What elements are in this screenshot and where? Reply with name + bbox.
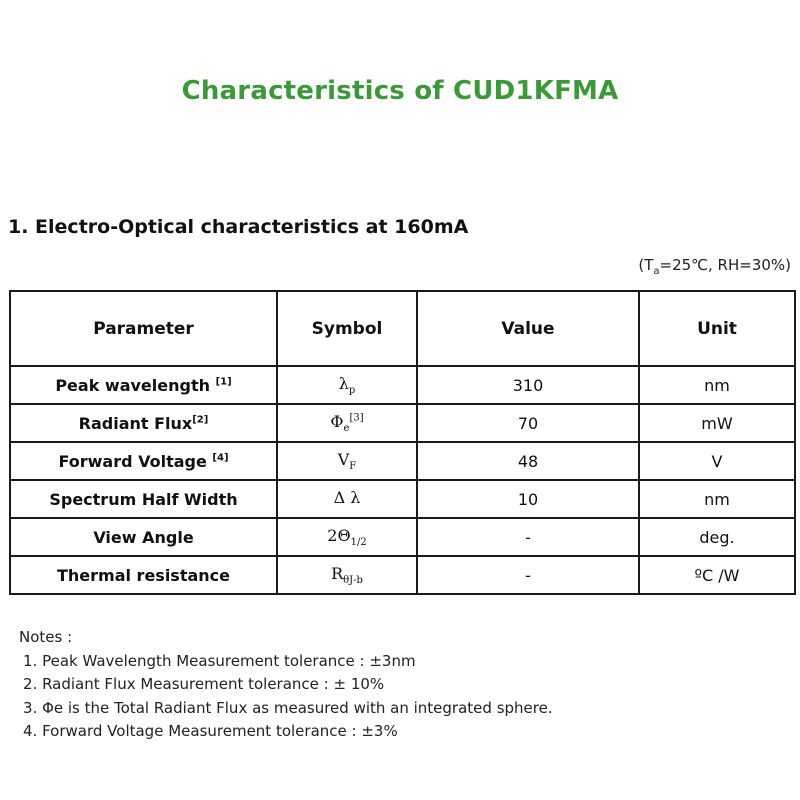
note-item-text: 3. Φe is the Total Radiant Flux as measured with an integrated sphere. <box>23 698 553 717</box>
characteristics-table <box>9 290 796 595</box>
header-value: Value <box>417 291 639 366</box>
param-cell <box>10 518 277 556</box>
section-heading: 1. Electro-Optical characteristics at 160mA <box>8 216 469 238</box>
param-name: Forward Voltage <box>58 451 213 471</box>
notes-block <box>19 626 553 744</box>
value-cell: - <box>417 556 639 594</box>
note-item-text: 1. Peak Wavelength Measurement tolerance : ±3nm <box>23 651 416 670</box>
param-name: Spectrum Half Width <box>49 489 238 509</box>
note-item <box>19 650 553 674</box>
param-cell <box>10 404 277 442</box>
param-cell <box>10 480 277 518</box>
symbol-cell <box>277 366 417 404</box>
unit-cell: nm <box>639 366 795 404</box>
header-parameter: Parameter <box>10 291 277 366</box>
symbol-base: λ <box>338 373 349 393</box>
test-conditions <box>638 256 791 277</box>
symbol-cell <box>277 518 417 556</box>
param-footnote: [4] <box>212 452 229 464</box>
param-footnote: [2] <box>192 414 209 426</box>
table-row <box>10 366 795 404</box>
value-cell: - <box>417 518 639 556</box>
unit-cell: mW <box>639 404 795 442</box>
note-item <box>19 673 553 697</box>
table-row <box>10 404 795 442</box>
symbol-subscript: θJ-b <box>343 575 363 587</box>
header-unit: Unit <box>639 291 795 366</box>
symbol-subscript: F <box>349 461 357 473</box>
symbol-cell <box>277 480 417 518</box>
symbol-subscript: p <box>348 385 356 397</box>
param-cell <box>10 556 277 594</box>
unit-cell: V <box>639 442 795 480</box>
note-item-text: 4. Forward Voltage Measurement tolerance : ±3% <box>23 722 398 740</box>
unit-cell: nm <box>639 480 795 518</box>
page-title: Characteristics of CUD1KFMA <box>181 76 619 106</box>
param-name: View Angle <box>93 527 194 547</box>
conditions-subscript: a <box>653 266 660 277</box>
param-name: Thermal resistance <box>56 565 230 585</box>
symbol-subscript: e <box>343 423 350 435</box>
param-cell <box>10 366 277 404</box>
symbol-cell <box>277 556 417 594</box>
notes-heading: Notes : <box>19 628 73 646</box>
value-cell: 10 <box>417 480 639 518</box>
symbol-cell <box>277 404 417 442</box>
symbol-footnote: [3] <box>349 412 364 424</box>
param-name: Radiant Flux <box>78 413 193 433</box>
unit-cell: deg. <box>639 518 795 556</box>
value-cell: 310 <box>417 366 639 404</box>
note-item <box>19 720 553 744</box>
note-item <box>19 697 553 721</box>
note-item-text: 2. Radiant Flux Measurement tolerance : ± 10% <box>23 675 385 693</box>
header-symbol: Symbol <box>277 291 417 366</box>
table-row <box>10 480 795 518</box>
table-row <box>10 518 795 556</box>
table-row <box>10 556 795 594</box>
param-cell <box>10 442 277 480</box>
symbol-base: Δ λ <box>333 487 361 507</box>
symbol-cell <box>277 442 417 480</box>
symbol-subscript: 1/2 <box>350 537 367 549</box>
symbol-base: V <box>337 449 350 469</box>
symbol-base: Φ <box>330 411 344 431</box>
symbol-base: R <box>331 563 344 583</box>
table-row <box>10 442 795 480</box>
param-name: Peak wavelength <box>55 375 216 395</box>
symbol-base: 2Θ <box>327 525 351 545</box>
value-cell: 48 <box>417 442 639 480</box>
param-footnote: [1] <box>215 376 232 388</box>
unit-cell: ºC /W <box>639 556 795 594</box>
conditions-open: (T <box>638 256 654 274</box>
value-cell: 70 <box>417 404 639 442</box>
conditions-rest: =25℃, RH=30%) <box>659 256 791 274</box>
